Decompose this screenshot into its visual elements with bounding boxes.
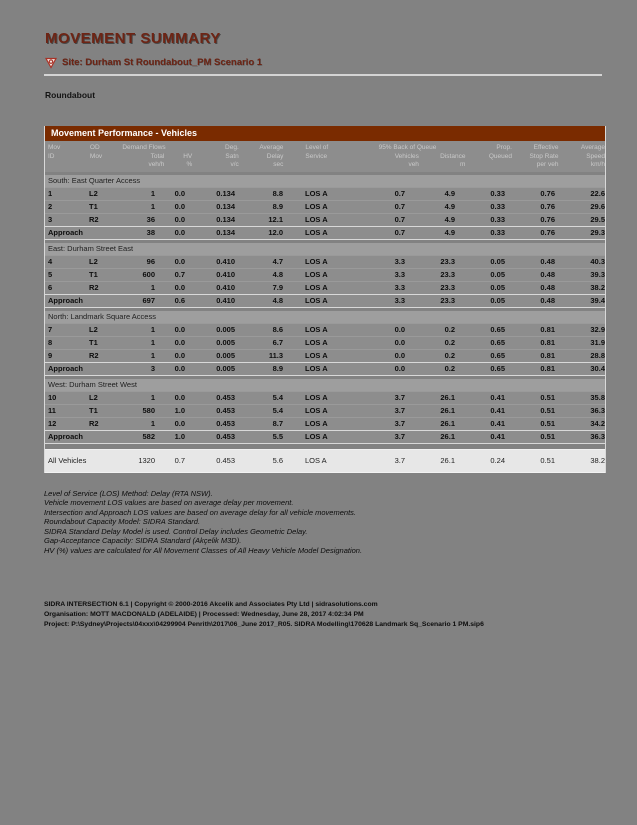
cell-value: 40.3 xyxy=(590,256,605,266)
header-group-demand-flows: Demand Flows xyxy=(122,144,166,151)
cell-turn-code: T1 xyxy=(89,405,98,415)
cell-value: 0.0 xyxy=(394,337,405,347)
column-header-line: Satn xyxy=(225,152,239,160)
cell-value: 0.0 xyxy=(174,227,185,237)
cell-mov-id: 10 xyxy=(48,392,57,402)
cell-value: 0.2 xyxy=(444,363,455,373)
column-header-line: sec xyxy=(273,161,284,168)
cell-value: 96 xyxy=(146,256,155,266)
cell-value: LOS A xyxy=(305,324,328,334)
cell-value: 0.76 xyxy=(540,214,555,224)
cell-value: 0.81 xyxy=(540,350,555,360)
cell-value: 0.410 xyxy=(216,256,235,266)
column-header-line xyxy=(48,161,76,170)
movement-row xyxy=(45,349,605,362)
cell-value: LOS A xyxy=(305,418,328,428)
cell-value: 0.76 xyxy=(540,188,555,198)
cell-value: 0.2 xyxy=(444,350,455,360)
cell-turn-code: L2 xyxy=(89,324,98,334)
cell-value: LOS A xyxy=(305,455,327,465)
cell-value: 0.41 xyxy=(490,431,505,441)
column-header-11 xyxy=(558,144,605,170)
cell-value: 3.7 xyxy=(394,405,405,415)
cell-value: 0.0 xyxy=(174,337,185,347)
cell-value: 0.7 xyxy=(174,269,185,279)
cell-value: 0.0 xyxy=(174,392,185,402)
cell-value: 0.453 xyxy=(216,431,235,441)
approach-row xyxy=(45,362,605,376)
cell-value: 39.3 xyxy=(590,269,605,279)
cell-value: 0.2 xyxy=(444,324,455,334)
cell-value: 0.6 xyxy=(174,295,185,305)
column-header-4 xyxy=(192,144,239,170)
cell-value: 3.7 xyxy=(394,455,405,465)
column-header-line: Service xyxy=(305,152,328,160)
cell-mov-id: 3 xyxy=(48,214,53,224)
cell-value: LOS A xyxy=(305,214,328,224)
column-header-line: Queued xyxy=(488,152,512,160)
cell-value: 0.05 xyxy=(490,282,505,292)
cell-turn-code: T1 xyxy=(89,201,98,211)
cell-value: 0.0 xyxy=(174,418,185,428)
cell-value: LOS A xyxy=(305,188,328,198)
roundabout-site-icon xyxy=(45,57,57,69)
section-label: North: Landmark Square Access xyxy=(45,311,605,323)
cell-value: 0.0 xyxy=(174,350,185,360)
column-header-line: Vehicles xyxy=(394,152,419,160)
column-header-0 xyxy=(45,144,76,170)
cell-value: 0.005 xyxy=(216,337,235,347)
cell-approach-label: Approach xyxy=(48,227,84,237)
cell-value: 0.33 xyxy=(490,214,505,224)
column-header-line: m xyxy=(460,161,466,168)
cell-value: 29.5 xyxy=(590,214,605,224)
cell-value: 1 xyxy=(150,201,155,211)
cell-value: 0.0 xyxy=(174,324,185,334)
movement-section xyxy=(45,175,605,240)
report-footer xyxy=(44,600,619,630)
cell-value: 34.2 xyxy=(590,418,605,428)
cell-value: 0.51 xyxy=(540,455,555,465)
cell-value: 0.51 xyxy=(540,405,555,415)
column-header-line: Distance xyxy=(440,152,466,160)
cell-value: 0.33 xyxy=(490,201,505,211)
cell-value: 7.9 xyxy=(272,282,283,292)
column-header-line: Prop. xyxy=(496,144,512,151)
cell-mov-id: 1 xyxy=(48,188,53,198)
cell-value: 0.48 xyxy=(540,282,555,292)
cell-value: LOS A xyxy=(305,256,328,266)
cell-turn-code: L2 xyxy=(89,392,98,402)
column-header-line: km/h xyxy=(590,161,605,168)
cell-value: 28.8 xyxy=(590,350,605,360)
cell-value: 0.7 xyxy=(394,227,405,237)
cell-value: 0.41 xyxy=(490,392,505,402)
cell-value: 4.8 xyxy=(272,269,283,279)
column-header-line xyxy=(90,161,127,170)
cell-value: 0.51 xyxy=(540,418,555,428)
cell-value: 3.7 xyxy=(394,392,405,402)
cell-value: 0.7 xyxy=(174,455,185,465)
cell-value: 0.7 xyxy=(394,214,405,224)
page-title: MOVEMENT SUMMARY xyxy=(45,30,221,47)
cell-value: 582 xyxy=(142,431,155,441)
cell-mov-id: 5 xyxy=(48,269,53,279)
column-header-line: % xyxy=(186,161,193,168)
movement-row xyxy=(45,255,605,268)
column-header-line: veh/h xyxy=(148,161,165,168)
movement-row xyxy=(45,404,605,417)
footer-version-line: SIDRA INTERSECTION 6.1 | Copyright © 2000-2016 Akcelik and Associates Pty Ltd | sidrasolutions.com xyxy=(44,601,378,608)
cell-value: 0.05 xyxy=(490,269,505,279)
cell-value: 32.9 xyxy=(590,324,605,334)
footnote-line: Intersection and Approach LOS values are based on average delay for all vehicle movements. xyxy=(44,507,356,517)
cell-value: 0.2 xyxy=(444,337,455,347)
movement-performance-table xyxy=(44,126,606,473)
footnote-line: SIDRA Standard Delay Model is used. Control Delay includes Geometric Delay. xyxy=(44,526,308,536)
cell-value: 8.9 xyxy=(272,363,283,373)
divider-line xyxy=(44,74,602,76)
footnote-line: Roundabout Capacity Model: SIDRA Standard. xyxy=(44,517,201,526)
cell-value: 0.134 xyxy=(216,201,235,211)
cell-value: 36 xyxy=(146,214,155,224)
cell-value: 0.0 xyxy=(174,256,185,266)
cell-value: 39.4 xyxy=(590,295,605,305)
site-title: Site: Durham St Roundabout_PM Scenario 1 xyxy=(62,57,263,68)
header-group-back-of-queue: 95% Back of Queue xyxy=(378,144,437,151)
column-header-line: Mov xyxy=(48,144,61,151)
cell-value: 29.6 xyxy=(590,201,605,211)
cell-mov-id: 8 xyxy=(48,337,53,347)
cell-value: 0.81 xyxy=(540,337,555,347)
cell-value: 11.3 xyxy=(268,350,283,360)
column-header-10 xyxy=(512,144,559,170)
cell-value: 0.51 xyxy=(540,392,555,402)
cell-value: 3.3 xyxy=(394,295,405,305)
site-row xyxy=(45,56,637,69)
footnote-line: Vehicle movement LOS values are based on average delay per movement. xyxy=(44,498,294,507)
cell-value: LOS A xyxy=(305,295,328,305)
cell-value: 0.41 xyxy=(490,418,505,428)
column-header-line: HV xyxy=(183,152,193,160)
cell-value: 1 xyxy=(150,392,155,402)
cell-value: 0.0 xyxy=(174,201,185,211)
column-header-line: Level of xyxy=(305,144,329,151)
cell-all-vehicles-label: All Vehicles xyxy=(48,455,87,465)
column-header-line: Delay xyxy=(266,152,284,160)
cell-value: 3.3 xyxy=(394,256,405,266)
cell-turn-code: R2 xyxy=(89,282,99,292)
cell-turn-code: R2 xyxy=(89,418,99,428)
cell-turn-code: R2 xyxy=(89,350,99,360)
cell-value: LOS A xyxy=(305,350,328,360)
cell-value: 3.7 xyxy=(394,418,405,428)
cell-value: 1320 xyxy=(138,455,155,465)
footer-project-line: Project: P:\Sydney\Projects\04xxx\04299904 Penrith\2017\06_June 2017_R05. SIDRA Modelling\170628 Landmark Sq_Scenario 1 PM.sip6 xyxy=(44,621,484,628)
cell-value: 1 xyxy=(150,188,155,198)
cell-value: 0.65 xyxy=(490,363,505,373)
cell-value: LOS A xyxy=(305,227,328,237)
cell-value: 12.0 xyxy=(268,227,283,237)
cell-value: LOS A xyxy=(305,392,328,402)
table-title: Movement Performance - Vehicles xyxy=(51,128,198,138)
cell-mov-id: 7 xyxy=(48,324,53,334)
cell-value: 0.24 xyxy=(490,455,505,465)
cell-mov-id: 6 xyxy=(48,282,53,292)
cell-value: 0.453 xyxy=(216,455,235,465)
column-header-line: Effective xyxy=(533,144,559,151)
cell-value: 697 xyxy=(142,295,155,305)
movement-row xyxy=(45,200,605,213)
column-header-line: Mov xyxy=(89,152,103,160)
cell-value: 26.1 xyxy=(440,392,455,402)
cell-value: 0.0 xyxy=(394,324,405,334)
cell-value: 4.9 xyxy=(444,201,455,211)
footnote-line: Gap-Acceptance Capacity: SIDRA Standard (Akçelik M3D). xyxy=(44,536,242,545)
cell-mov-id: 2 xyxy=(48,201,53,211)
column-header-line: Stop Rate xyxy=(529,152,559,160)
cell-value: 0.7 xyxy=(394,201,405,211)
approach-row xyxy=(45,430,605,444)
movement-row xyxy=(45,323,605,336)
cell-value: 1 xyxy=(150,324,155,334)
cell-approach-label: Approach xyxy=(48,363,84,373)
cell-value: 1.0 xyxy=(174,405,185,415)
cell-value: LOS A xyxy=(305,282,328,292)
table-header xyxy=(45,141,605,172)
column-header-line: Average xyxy=(259,144,284,151)
table-title-bar xyxy=(45,126,605,141)
column-header-9 xyxy=(465,144,512,170)
cell-value: 3.3 xyxy=(394,282,405,292)
cell-value: 0.0 xyxy=(174,188,185,198)
cell-value: 1 xyxy=(150,337,155,347)
cell-value: 5.6 xyxy=(272,455,283,465)
column-header-line: veh xyxy=(408,161,419,168)
column-header-line xyxy=(465,161,512,170)
cell-value: 0.453 xyxy=(216,418,235,428)
approach-row xyxy=(45,226,605,240)
movement-row xyxy=(45,187,605,200)
cell-value: LOS A xyxy=(305,363,328,373)
cell-value: 1.0 xyxy=(174,431,185,441)
cell-value: 0.48 xyxy=(540,269,555,279)
cell-value: 30.4 xyxy=(590,363,605,373)
cell-approach-label: Approach xyxy=(48,295,84,305)
cell-value: LOS A xyxy=(305,405,328,415)
cell-value: 23.3 xyxy=(440,295,455,305)
cell-value: 22.6 xyxy=(590,188,605,198)
cell-value: 12.1 xyxy=(268,214,283,224)
cell-value: 0.76 xyxy=(540,227,555,237)
cell-value: 3 xyxy=(150,363,155,373)
cell-value: 0.33 xyxy=(490,188,505,198)
column-header-line: Average xyxy=(580,144,605,151)
cell-value: 0.0 xyxy=(174,214,185,224)
footer-organisation-line: Organisation: MOTT MACDONALD (ADELAIDE) | Processed: Wednesday, June 28, 2017 4:02:34 PM xyxy=(44,611,364,618)
cell-value: 8.9 xyxy=(272,201,283,211)
column-header-line: ID xyxy=(48,152,55,160)
cell-value: 0.005 xyxy=(216,350,235,360)
cell-value: 38.2 xyxy=(590,455,605,465)
movement-row xyxy=(45,213,605,226)
footnote-line: HV (%) values are calculated for All Movement Classes of All Heavy Vehicle Model Designation. xyxy=(44,545,363,555)
movement-row xyxy=(45,417,605,430)
cell-value: 8.8 xyxy=(272,188,283,198)
cell-value: 0.410 xyxy=(216,269,235,279)
cell-value: 5.4 xyxy=(272,392,283,402)
approach-row xyxy=(45,294,605,308)
cell-turn-code: R2 xyxy=(89,214,99,224)
column-header-line: OD xyxy=(89,144,100,151)
cell-value: 5.4 xyxy=(272,405,283,415)
cell-value: 6.7 xyxy=(272,337,283,347)
cell-value: 23.3 xyxy=(440,269,455,279)
cell-value: 0.65 xyxy=(490,324,505,334)
cell-value: 0.410 xyxy=(216,295,235,305)
cell-value: LOS A xyxy=(305,431,328,441)
cell-value: LOS A xyxy=(305,201,328,211)
movement-row xyxy=(45,391,605,404)
cell-value: 0.65 xyxy=(490,350,505,360)
cell-value: 38.2 xyxy=(590,282,605,292)
cell-value: 26.1 xyxy=(440,455,455,465)
cell-value: 0.134 xyxy=(216,227,235,237)
cell-value: 1 xyxy=(150,350,155,360)
cell-value: 38 xyxy=(146,227,155,237)
cell-value: 0.453 xyxy=(216,405,235,415)
cell-value: 0.51 xyxy=(540,431,555,441)
cell-value: 31.9 xyxy=(590,337,605,347)
cell-value: LOS A xyxy=(305,337,328,347)
cell-mov-id: 12 xyxy=(48,418,57,428)
footnote-line: Level of Service (LOS) Method: Delay (RTA NSW). xyxy=(44,488,213,498)
cell-value: 0.81 xyxy=(540,324,555,334)
section-label: West: Durham Street West xyxy=(45,379,605,391)
cell-turn-code: L2 xyxy=(89,256,98,266)
cell-mov-id: 9 xyxy=(48,350,53,360)
cell-approach-label: Approach xyxy=(48,431,84,441)
cell-value: 0.05 xyxy=(490,256,505,266)
cell-turn-code: T1 xyxy=(89,337,98,347)
cell-value: 0.005 xyxy=(216,363,235,373)
cell-value: 26.1 xyxy=(440,405,455,415)
column-header-line: per veh xyxy=(536,161,559,168)
section-label: East: Durham Street East xyxy=(45,243,605,255)
column-header-line xyxy=(305,161,377,170)
cell-value: 4.9 xyxy=(444,188,455,198)
cell-value: 0.05 xyxy=(490,295,505,305)
column-header-line: Speed xyxy=(586,152,605,160)
cell-value: 0.453 xyxy=(216,392,235,402)
table-body xyxy=(45,175,605,444)
cell-value: 600 xyxy=(142,269,155,279)
cell-mov-id: 4 xyxy=(48,256,53,266)
movement-row xyxy=(45,268,605,281)
cell-value: 4.8 xyxy=(272,295,283,305)
movement-row xyxy=(45,281,605,294)
cell-value: 0.7 xyxy=(394,188,405,198)
cell-value: 3.7 xyxy=(394,431,405,441)
cell-value: 1 xyxy=(150,418,155,428)
cell-value: 0.005 xyxy=(216,324,235,334)
cell-value: 0.48 xyxy=(540,256,555,266)
cell-value: LOS A xyxy=(305,269,328,279)
cell-value: 0.0 xyxy=(174,282,185,292)
cell-value: 0.76 xyxy=(540,201,555,211)
cell-value: 26.1 xyxy=(440,431,455,441)
cell-value: 0.65 xyxy=(490,337,505,347)
site-type-label: Roundabout xyxy=(45,90,96,100)
cell-value: 0.33 xyxy=(490,227,505,237)
cell-value: 0.410 xyxy=(216,282,235,292)
column-header-line: v/c xyxy=(230,161,239,168)
cell-value: 0.0 xyxy=(174,363,185,373)
column-header-line: Deg. xyxy=(225,144,239,151)
cell-value: 26.1 xyxy=(440,418,455,428)
column-header-line: Total xyxy=(150,152,165,160)
cell-value: 5.5 xyxy=(272,431,283,441)
cell-value: 8.6 xyxy=(272,324,283,334)
cell-value: 23.3 xyxy=(440,282,455,292)
cell-value: 0.134 xyxy=(216,214,235,224)
section-label: South: East Quarter Access xyxy=(45,175,605,187)
cell-value: 0.41 xyxy=(490,405,505,415)
movement-section xyxy=(45,243,605,308)
cell-turn-code: T1 xyxy=(89,269,98,279)
cell-value: 1 xyxy=(150,282,155,292)
cell-value: 0.134 xyxy=(216,188,235,198)
cell-value: 4.9 xyxy=(444,214,455,224)
cell-value: 0.81 xyxy=(540,363,555,373)
cell-value: 3.3 xyxy=(394,269,405,279)
column-header-5 xyxy=(239,144,284,170)
movement-section xyxy=(45,311,605,376)
movement-row xyxy=(45,336,605,349)
movement-section xyxy=(45,379,605,444)
footnotes xyxy=(44,489,604,556)
cell-value: 0.0 xyxy=(394,363,405,373)
cell-value: 0.0 xyxy=(394,350,405,360)
cell-value: 4.9 xyxy=(444,227,455,237)
cell-value: 0.48 xyxy=(540,295,555,305)
cell-value: 580 xyxy=(142,405,155,415)
all-vehicles-row xyxy=(45,449,605,473)
cell-value: 36.3 xyxy=(590,431,605,441)
cell-value: 35.8 xyxy=(590,392,605,402)
cell-value: 8.7 xyxy=(272,418,283,428)
cell-mov-id: 11 xyxy=(48,405,56,415)
cell-value: 36.3 xyxy=(590,405,605,415)
cell-turn-code: L2 xyxy=(89,188,98,198)
cell-value: 4.7 xyxy=(272,256,283,266)
cell-value: 23.3 xyxy=(440,256,455,266)
cell-value: 29.3 xyxy=(590,227,605,237)
